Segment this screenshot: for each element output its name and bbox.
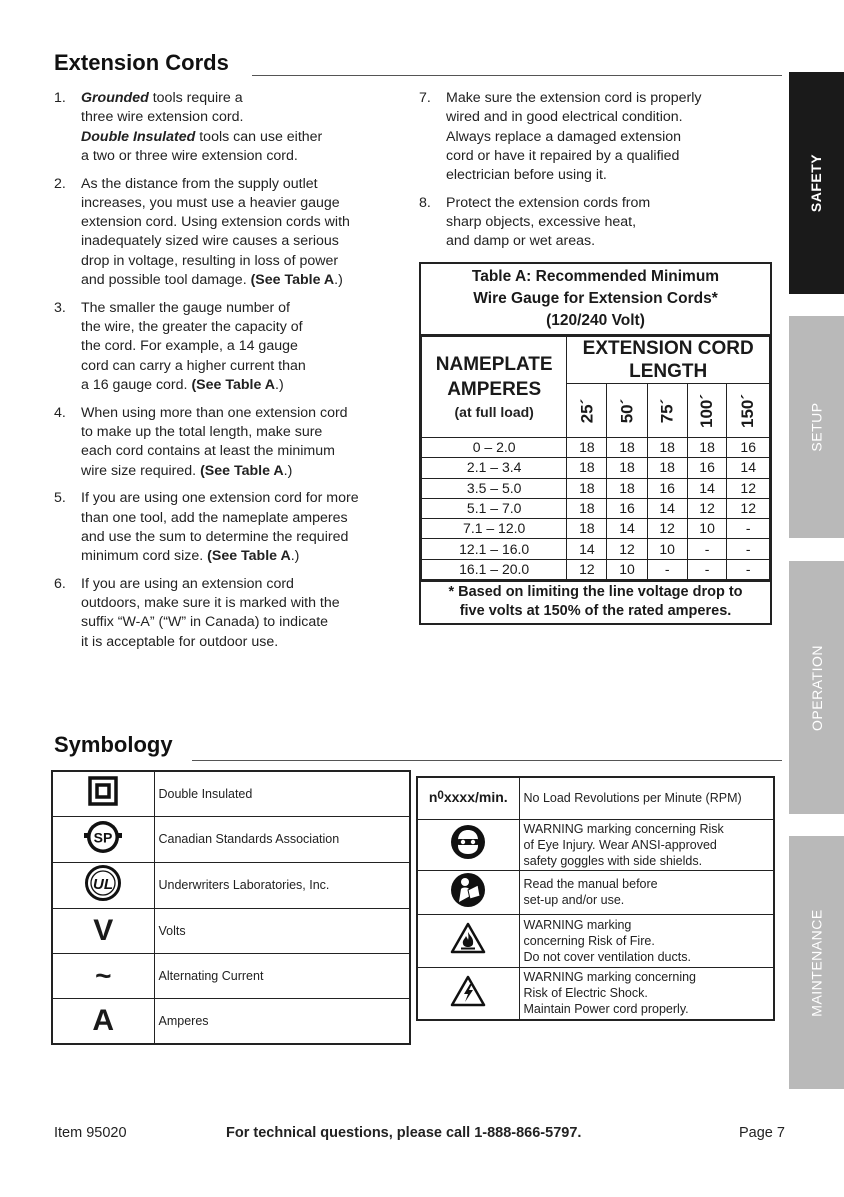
- list-text-line: [81, 232, 414, 251]
- table-a: [419, 262, 772, 625]
- amperes-label: AMPERES: [447, 379, 542, 400]
- text-run: If you are using one extension cord for more: [81, 490, 359, 507]
- section-rule: [192, 760, 782, 761]
- gauge-cell: 18: [567, 438, 607, 458]
- text-run: .): [275, 376, 284, 393]
- list-text-line: [81, 175, 414, 194]
- gauge-cell: 12: [647, 519, 687, 539]
- symbol-row: [52, 816, 410, 862]
- symbol-row: [52, 771, 410, 816]
- text-run: The smaller the gauge number of: [81, 299, 290, 316]
- volts-icon: V: [93, 913, 114, 947]
- double-insulated-icon: [88, 776, 118, 806]
- symbol-description-line: Underwriters Laboratories, Inc.: [158, 878, 330, 892]
- text-run: three wire extension cord.: [81, 109, 244, 126]
- list-text-line: [446, 147, 779, 166]
- symbol-icon-cell: [417, 777, 519, 819]
- tab-maintenance[interactable]: [789, 836, 844, 1089]
- list-text-line: [81, 318, 414, 337]
- table-row: [422, 478, 770, 498]
- symbol-description-line: Canadian Standards Association: [158, 832, 340, 846]
- text-run: extension cord. Using extension cords with: [81, 214, 350, 231]
- table-row: [422, 458, 770, 478]
- gauge-cell: -: [687, 559, 727, 579]
- ext-cord-label: EXTENSION CORD: [582, 338, 754, 359]
- table-row: [422, 559, 770, 579]
- symbol-description-line: Risk of Electric Shock.: [523, 986, 648, 1001]
- symbol-icon-cell: [52, 771, 154, 816]
- gauge-cell: 18: [567, 458, 607, 478]
- cord-length-header: [647, 384, 687, 438]
- list-number: 4.: [54, 404, 66, 421]
- symbology-table-left: [51, 770, 411, 1045]
- symbol-description-line: Alternating Current: [158, 968, 264, 983]
- shock-warning-icon: [450, 975, 486, 1007]
- cord-length-label: 50´: [617, 398, 637, 423]
- tab-label: SETUP: [808, 402, 825, 452]
- symbol-description-line: WARNING marking concerning Risk: [523, 821, 724, 836]
- text-run: .): [283, 462, 293, 479]
- symbol-icon-cell: [417, 967, 519, 1020]
- text-run: (See Table A: [207, 548, 291, 565]
- gauge-cell: 14: [687, 478, 727, 498]
- text-run: .): [290, 548, 300, 565]
- symbol-description-line: Volts: [158, 923, 186, 938]
- symbol-description: [154, 998, 410, 1044]
- cord-length-label: 75´: [657, 398, 677, 423]
- text-run: wired and in good electrical condition.: [446, 109, 683, 126]
- gauge-cell: 16: [647, 478, 687, 498]
- text-run: outdoors, make sure it is marked with the: [81, 595, 340, 612]
- text-run: Make sure the extension cord is properly: [446, 90, 702, 106]
- symbol-row: [417, 870, 774, 914]
- symbol-description: [154, 771, 410, 816]
- text-run: Protect the extension cords from: [446, 194, 651, 211]
- gauge-cell: 16: [687, 458, 727, 478]
- amperes-range-cell: 3.5 – 5.0: [422, 478, 567, 498]
- list-text-line: [81, 108, 414, 127]
- symbol-row: [417, 819, 774, 870]
- list-text-line: [81, 575, 414, 594]
- table-a-title-line: (120/240 Volt): [546, 312, 645, 329]
- nameplate-label: NAMEPLATE: [435, 354, 553, 375]
- list-text: [81, 89, 414, 166]
- gauge-cell: 12: [607, 539, 647, 559]
- tab-operation[interactable]: [789, 561, 844, 814]
- text-run: the cord. For example, a 14 gauge: [81, 338, 298, 355]
- symbol-row: [52, 908, 410, 953]
- tab-safety[interactable]: [789, 72, 844, 294]
- svg-text:SP: SP: [93, 829, 113, 845]
- text-run: drop in voltage, resulting in loss of power: [81, 252, 339, 269]
- list-text-line: [81, 462, 414, 481]
- gauge-cell: 10: [647, 539, 687, 559]
- list-text-line: [81, 128, 414, 147]
- symbol-description-line: set-up and/or use.: [523, 893, 625, 907]
- symbol-description-line: WARNING marking: [523, 917, 632, 932]
- list-text-line: [81, 89, 414, 108]
- amperes-range-cell: 12.1 – 16.0: [422, 539, 567, 559]
- rpm-rest: xxxx/min.: [443, 789, 508, 806]
- gauge-cell: 12: [687, 498, 727, 518]
- list-text-line: [81, 252, 414, 271]
- gauge-cell: 10: [607, 559, 647, 579]
- symbol-icon-cell: [52, 816, 154, 862]
- amperes-range-cell: 5.1 – 7.0: [422, 498, 567, 518]
- table-a-title-line: Wire Gauge for Extension Cords*: [473, 290, 718, 307]
- list-text: [81, 299, 414, 395]
- gauge-cell: 16: [607, 498, 647, 518]
- amperes-range-cell: 0 – 2.0: [422, 438, 567, 458]
- amperes-range-cell: 16.1 – 20.0: [422, 559, 567, 579]
- symbol-description: [519, 819, 774, 870]
- symbol-row: [417, 777, 774, 819]
- list-number: 3.: [54, 299, 66, 316]
- section-title-symbology: Symbology: [54, 732, 173, 757]
- text-run: and possible tool damage.: [81, 272, 251, 289]
- text-run: Grounded: [81, 90, 149, 106]
- eye-protection-icon: [450, 824, 486, 860]
- gauge-cell: 12: [727, 478, 770, 498]
- gauge-cell: -: [727, 539, 770, 559]
- svg-text:UL: UL: [93, 875, 114, 893]
- list-text-line: [81, 489, 414, 508]
- text-run: and damp or wet areas.: [446, 233, 596, 250]
- gauge-cell: 16: [727, 438, 770, 458]
- list-text: [81, 489, 414, 566]
- text-run: .): [334, 272, 343, 289]
- gauge-cell: 18: [687, 438, 727, 458]
- symbol-icon-cell: [417, 819, 519, 870]
- list-text-line: [446, 108, 779, 127]
- list-number: 7.: [419, 90, 431, 106]
- text-run: If you are using an extension cord: [81, 575, 294, 592]
- text-run: cord or have it repaired by a qualified: [446, 147, 680, 164]
- gauge-cell: 14: [567, 539, 607, 559]
- gauge-cell: -: [647, 559, 687, 579]
- list-number: 1.: [54, 90, 66, 106]
- csa-icon: [84, 818, 122, 856]
- gauge-cell: 18: [567, 498, 607, 518]
- text-run: minimum cord size.: [81, 548, 208, 565]
- list-text-line: [446, 166, 779, 185]
- text-run: electrician before using it.: [446, 167, 607, 184]
- gauge-cell: 18: [567, 478, 607, 498]
- list-number: 5.: [54, 490, 66, 507]
- list-text-line: [81, 633, 414, 652]
- list-text: [81, 575, 414, 652]
- at-full-load-label: (at full load): [454, 404, 534, 420]
- gauge-cell: 14: [727, 458, 770, 478]
- list-text-line: [81, 337, 414, 356]
- symbol-description: [519, 967, 774, 1020]
- gauge-cell: 10: [687, 519, 727, 539]
- list-number: 6.: [54, 575, 66, 592]
- text-run: to make up the total length, make sure: [81, 423, 323, 440]
- text-run: (See Table A: [250, 272, 335, 289]
- text-run: suffix “W-A” (“W” in Canada) to indicate: [81, 614, 329, 631]
- symbol-description-line: of Eye Injury. Wear ANSI-approved: [523, 837, 717, 852]
- table-a-footnote: [421, 580, 770, 623]
- text-run: it is acceptable for outdoor use.: [81, 633, 279, 650]
- symbol-row: [52, 862, 410, 908]
- extension-cord-list-left: [54, 89, 414, 660]
- list-item: [54, 575, 414, 652]
- list-text: [446, 89, 779, 185]
- text-run: tools can use either: [195, 128, 323, 145]
- gauge-cell: 18: [607, 438, 647, 458]
- length-label: LENGTH: [629, 361, 708, 382]
- list-number: 8.: [419, 194, 431, 211]
- footnote-line: * Based on limiting the line voltage drop to: [448, 584, 743, 601]
- rpm-n: n: [428, 789, 438, 806]
- text-run: Always replace a damaged extension: [446, 128, 682, 145]
- gauge-cell: 12: [567, 559, 607, 579]
- gauge-cell: 18: [607, 478, 647, 498]
- no-load-rpm-icon: [429, 789, 508, 805]
- symbol-description-line: safety goggles with side shields.: [523, 853, 703, 868]
- table-a-title-line: Table A: Recommended Minimum: [471, 268, 720, 285]
- text-run: (See Table A: [200, 462, 284, 479]
- alternating-current-icon: ~: [95, 959, 112, 991]
- list-text-line: [446, 194, 779, 213]
- cord-length-header: [687, 384, 727, 438]
- cord-length-header: [567, 384, 607, 438]
- list-text: [81, 175, 414, 291]
- symbol-description: [519, 914, 774, 967]
- text-run: increases, you must use a heavier gauge: [81, 194, 340, 211]
- symbol-icon-cell: [52, 953, 154, 998]
- text-run: tools require a: [148, 90, 243, 106]
- list-item: [419, 89, 779, 185]
- symbol-description: [154, 908, 410, 953]
- symbol-row: [417, 914, 774, 967]
- symbol-description-line: Amperes: [158, 1013, 209, 1028]
- nameplate-amperes-header: [422, 337, 567, 438]
- table-a-grid: [421, 336, 770, 580]
- symbol-icon-cell: [52, 908, 154, 953]
- list-item: [54, 299, 414, 395]
- list-text-line: [81, 509, 414, 528]
- rpm-subscript: 0: [437, 789, 444, 803]
- symbol-description: [154, 862, 410, 908]
- section-title-extension-cords: Extension Cords: [54, 50, 229, 75]
- ul-icon: [84, 864, 122, 902]
- list-text: [81, 404, 414, 481]
- cord-length-header: [607, 384, 647, 438]
- gauge-cell: -: [687, 539, 727, 559]
- symbol-icon-cell: [417, 914, 519, 967]
- symbol-row: [52, 998, 410, 1044]
- text-run: a two or three wire extension cord.: [81, 147, 298, 164]
- symbology-table-right: [416, 776, 775, 1021]
- footer-tech-support: For technical questions, please call 1-888-866-5797.: [226, 1125, 582, 1141]
- extension-cord-list-right: [419, 89, 779, 260]
- symbol-icon-cell: [417, 870, 519, 914]
- symbol-description: [154, 816, 410, 862]
- amperes-range-cell: 7.1 – 12.0: [422, 519, 567, 539]
- list-text-line: [81, 528, 414, 547]
- cord-length-label: 25´: [576, 398, 596, 423]
- table-row: [422, 539, 770, 559]
- text-run: and use the sum to determine the required: [81, 528, 349, 545]
- text-run: wire size required.: [81, 462, 201, 479]
- symbol-description-line: Maintain Power cord properly.: [523, 1002, 689, 1017]
- text-run: As the distance from the supply outlet: [81, 175, 318, 192]
- gauge-cell: -: [727, 519, 770, 539]
- tab-label: OPERATION: [808, 644, 825, 731]
- footnote-line: five volts at 150% of the rated amperes.: [459, 603, 732, 620]
- list-item: [54, 404, 414, 481]
- gauge-cell: 18: [607, 458, 647, 478]
- tab-label: MAINTENANCE: [808, 908, 825, 1017]
- list-text-line: [81, 442, 414, 461]
- symbol-description-line: concerning Risk of Fire.: [523, 933, 655, 948]
- list-text-line: [446, 128, 779, 147]
- list-text-line: [446, 89, 779, 108]
- symbol-description: [519, 777, 774, 819]
- amperes-icon: A: [92, 1003, 115, 1037]
- fire-warning-icon: [450, 922, 486, 954]
- footer-item-number: Item 95020: [54, 1125, 127, 1141]
- symbol-description-line: WARNING marking concerning: [523, 970, 697, 985]
- text-run: Double Insulated: [81, 128, 196, 145]
- list-text-line: [81, 147, 414, 166]
- gauge-cell: 18: [647, 438, 687, 458]
- list-text-line: [81, 357, 414, 376]
- list-text-line: [446, 232, 779, 251]
- list-text: [446, 194, 779, 252]
- symbol-icon-cell: [52, 862, 154, 908]
- symbol-description: [519, 870, 774, 914]
- list-number: 2.: [54, 175, 66, 192]
- cord-length-label: 150´: [738, 393, 758, 428]
- text-run: cord can carry a higher current than: [81, 357, 306, 374]
- gauge-cell: 14: [607, 519, 647, 539]
- symbol-description-line: No Load Revolutions per Minute (RPM): [523, 791, 742, 806]
- list-item: [419, 194, 779, 252]
- cord-length-label: 100´: [697, 393, 717, 428]
- extension-cord-length-header: [567, 337, 770, 384]
- text-run: than one tool, add the nameplate amperes: [81, 509, 348, 526]
- gauge-cell: -: [727, 559, 770, 579]
- list-text-line: [81, 194, 414, 213]
- text-run: (See Table A: [191, 376, 276, 393]
- symbol-description-line: Read the manual before: [523, 877, 658, 891]
- list-text-line: [81, 376, 414, 395]
- text-run: a 16 gauge cord.: [81, 376, 192, 393]
- text-run: each cord contains at least the minimum: [81, 443, 335, 460]
- tab-label: SAFETY: [808, 153, 825, 213]
- section-rule: [252, 75, 782, 76]
- table-row: [422, 498, 770, 518]
- list-text-line: [81, 547, 414, 566]
- symbol-row: [52, 953, 410, 998]
- list-text-line: [81, 404, 414, 423]
- gauge-cell: 18: [647, 458, 687, 478]
- symbol-row: [417, 967, 774, 1020]
- gauge-cell: 14: [647, 498, 687, 518]
- gauge-cell: 12: [727, 498, 770, 518]
- table-a-body: [422, 438, 770, 580]
- list-text-line: [81, 299, 414, 318]
- table-row: [422, 519, 770, 539]
- symbol-description-line: Do not cover ventilation ducts.: [523, 949, 691, 964]
- text-run: sharp objects, excessive heat,: [446, 214, 637, 231]
- text-run: inadequately sized wire causes a serious: [81, 233, 339, 250]
- symbol-description: [154, 953, 410, 998]
- list-item: [54, 175, 414, 291]
- list-text-line: [446, 213, 779, 232]
- text-run: When using more than one extension cord: [81, 404, 348, 421]
- table-a-title: [421, 264, 770, 336]
- read-manual-icon: [450, 872, 486, 908]
- list-text-line: [81, 423, 414, 442]
- text-run: the wire, the greater the capacity of: [81, 319, 303, 336]
- gauge-cell: 18: [567, 519, 607, 539]
- list-text-line: [81, 594, 414, 613]
- table-row: [422, 438, 770, 458]
- list-text-line: [81, 613, 414, 632]
- amperes-range-cell: 2.1 – 3.4: [422, 458, 567, 478]
- list-item: [54, 89, 414, 166]
- tab-setup[interactable]: [789, 316, 844, 538]
- list-text-line: [81, 213, 414, 232]
- cord-length-header: [727, 384, 770, 438]
- footer-page-number: Page 7: [739, 1125, 785, 1141]
- list-item: [54, 489, 414, 566]
- symbol-icon-cell: [52, 998, 154, 1044]
- list-text-line: [81, 271, 414, 290]
- symbol-description-line: Double Insulated: [158, 786, 253, 801]
